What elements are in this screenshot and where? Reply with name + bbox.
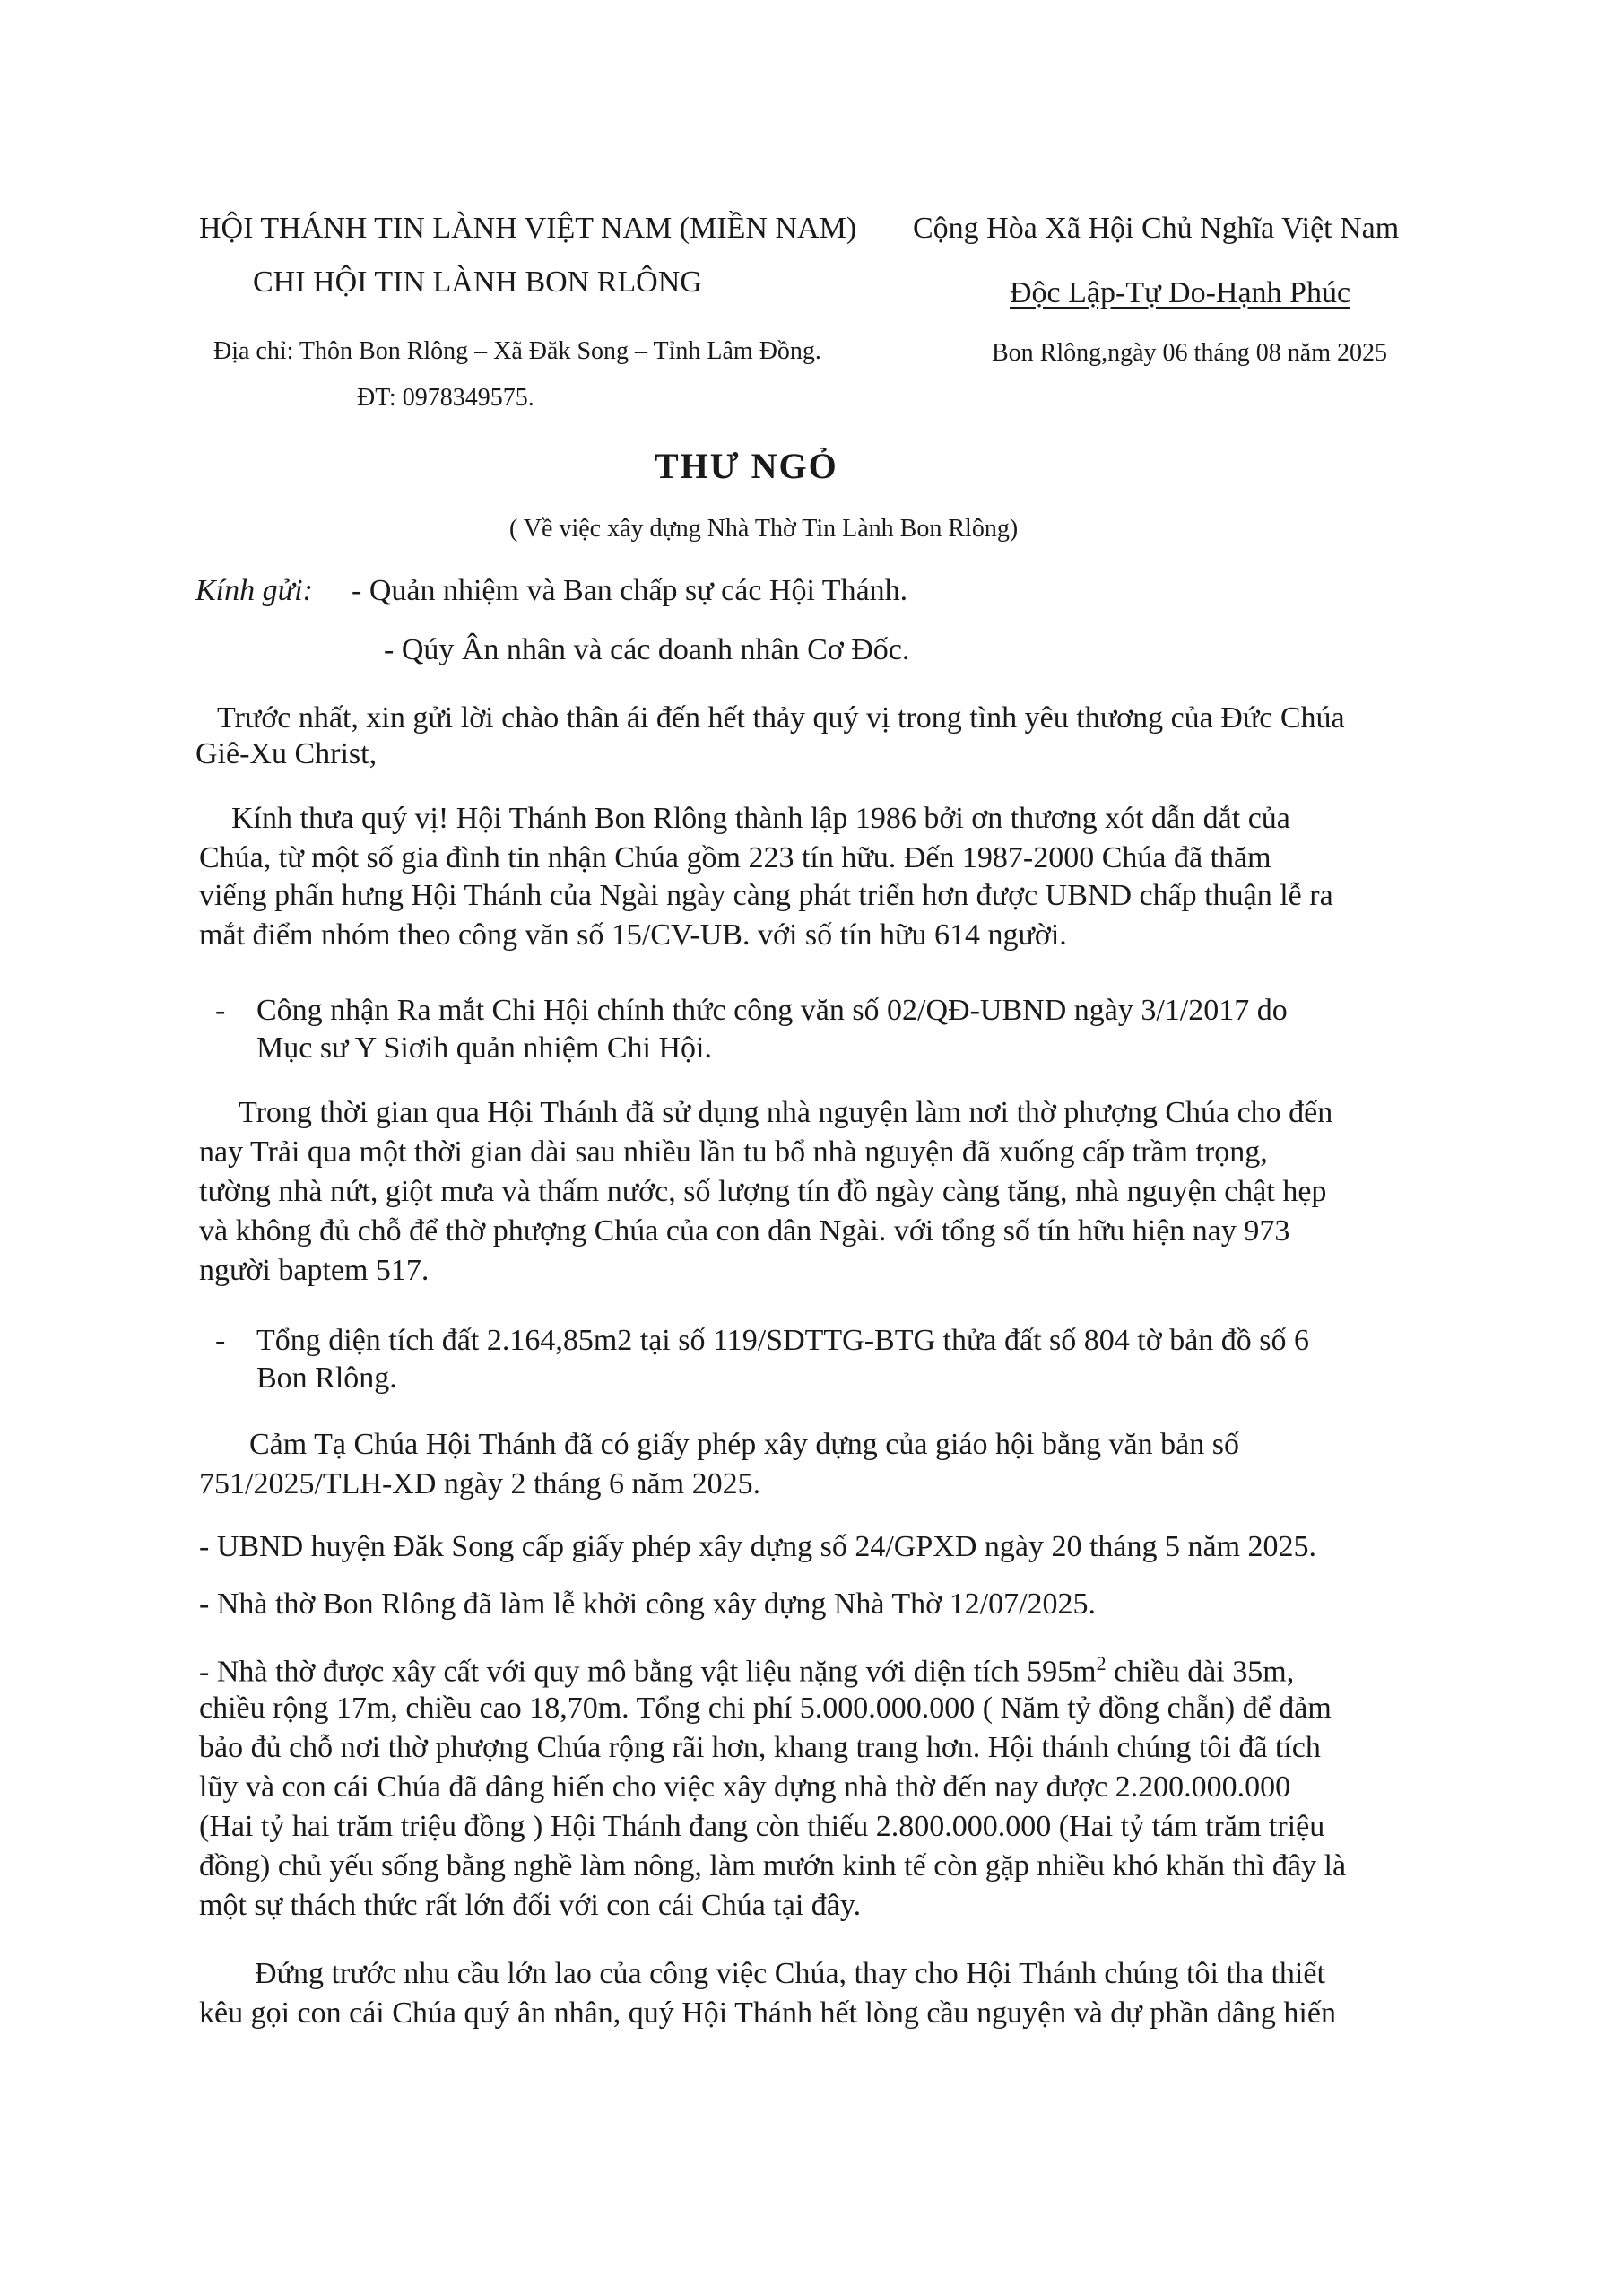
recipients-label: Kính gửi: xyxy=(195,574,313,607)
recipient-2: - Qúy Ân nhân và các doanh nhân Cơ Đốc. xyxy=(384,633,910,666)
body-line: 751/2025/TLH-XD ngày 2 tháng 6 năm 2025. xyxy=(199,1467,761,1500)
body-line: bảo đủ chỗ nơi thờ phượng Chúa rộng rãi hơn, khang trang hơn. Hội thánh chúng tôi đã tích xyxy=(199,1731,1321,1764)
body-line: mắt điểm nhóm theo công văn số 15/CV-UB. với số tín hữu 614 người. xyxy=(199,918,1067,952)
branch-name: CHI HỘI TIN LÀNH BON RLÔNG xyxy=(253,265,702,299)
nation-name: Cộng Hòa Xã Hội Chủ Nghĩa Việt Nam xyxy=(913,212,1400,245)
body-line: - Nhà thờ được xây cất với quy mô bằng vật liệu nặng với diện tích $595m^2$ chiều dài 35m, xyxy=(199,1652,1295,1689)
body-line: viếng phấn hưng Hội Thánh của Ngài ngày càng phát triển hơn được UBND chấp thuận lễ ra xyxy=(199,879,1333,912)
body-line: đồng) chủ yếu sống bằng nghề làm nông, làm mướn kinh tế còn gặp nhiều khó khăn thì đây là xyxy=(199,1849,1347,1883)
body-line: Mục sư Y Siơih quản nhiệm Chi Hội. xyxy=(256,1031,712,1065)
place-date: Bon Rlông,ngày 06 tháng 08 năm 2025 xyxy=(992,339,1387,367)
body-line: lũy và con cái Chúa đã dâng hiến cho việc xây dựng nhà thờ đến nay được 2.200.000.000 xyxy=(199,1770,1291,1804)
national-motto: Độc Lập-Tự Do-Hạnh Phúc xyxy=(1010,276,1351,309)
body-line: Công nhận Ra mắt Chi Hội chính thức công văn số 02/QĐ-UBND ngày 3/1/2017 do xyxy=(256,994,1288,1027)
body-line: Chúa, từ một số gia đình tin nhận Chúa gồm 223 tín hữu. Đến 1987-2000 Chúa đã thăm xyxy=(199,841,1271,874)
body-line: chiều rộng 17m, chiều cao 18,70m. Tổng chi phí 5.000.000.000 ( Năm tỷ đồng chẵn) để đảm xyxy=(199,1692,1332,1725)
body-line: (Hai tỷ hai trăm triệu đồng ) Hội Thánh đang còn thiếu 2.800.000.000 (Hai tỷ tám trăm triệu xyxy=(199,1810,1325,1843)
body-line: và không đủ chỗ để thờ phượng Chúa của con dân Ngài. với tổng số tín hữu hiện nay 973 xyxy=(199,1214,1290,1248)
body-line: Trong thời gian qua Hội Thánh đã sử dụng nhà nguyện làm nơi thờ phượng Chúa cho đến xyxy=(239,1096,1333,1129)
letter-subtitle: ( Về việc xây dựng Nhà Thờ Tin Lành Bon Rlông) xyxy=(509,515,1019,543)
body-line: Giê-Xu Christ, xyxy=(195,737,378,770)
body-line: Bon Rlông. xyxy=(256,1361,397,1395)
body-line: - Nhà thờ Bon Rlông đã làm lễ khởi công xây dựng Nhà Thờ 12/07/2025. xyxy=(199,1587,1097,1621)
body-line: Đứng trước nhu cầu lớn lao của công việc Chúa, thay cho Hội Thánh chúng tôi tha thiết xyxy=(255,1957,1325,1990)
body-line: người baptem 517. xyxy=(199,1254,430,1287)
body-line: tường nhà nứt, giột mưa và thấm nước, số lượng tín đồ ngày càng tăng, nhà nguyện chật hẹp xyxy=(199,1175,1327,1208)
body-line: Kính thưa quý vị! Hội Thánh Bon Rlông thành lập 1986 bởi ơn thương xót dẫn dắt của xyxy=(231,802,1290,835)
church-org-name: HỘI THÁNH TIN LÀNH VIỆT NAM (MIỀN NAM) xyxy=(199,212,857,245)
body-line: nay Trải qua một thời gian dài sau nhiều lần tu bổ nhà nguyện đã xuống cấp trầm trọng, xyxy=(199,1135,1268,1169)
address: Địa chỉ: Thôn Bon Rlông – Xã Đăk Song – Tỉnh Lâm Đồng. xyxy=(213,337,821,365)
body-line: kêu gọi con cái Chúa quý ân nhân, quý Hội Thánh hết lòng cầu nguyện và dự phần dâng hiến xyxy=(199,1996,1336,2030)
bullet-dash: - xyxy=(215,1324,226,1357)
body-line: Tổng diện tích đất 2.164,85m2 tại số 119/SDTTG-BTG thửa đất số 804 tờ bản đồ số 6 xyxy=(256,1324,1310,1357)
recipient-1: - Quản nhiệm và Ban chấp sự các Hội Thánh. xyxy=(352,574,908,607)
body-line: Trước nhất, xin gửi lời chào thân ái đến hết thảy quý vị trong tình yêu thương của Đức Chúa xyxy=(217,701,1345,735)
body-line: - UBND huyện Đăk Song cấp giấy phép xây dựng số 24/GPXD ngày 20 tháng 5 năm 2025. xyxy=(199,1530,1317,1563)
body-line: Cảm Tạ Chúa Hội Thánh đã có giấy phép xây dựng của giáo hội bằng văn bản số xyxy=(249,1428,1239,1461)
letter-title: THƯ NGỎ xyxy=(655,446,838,486)
phone: ĐT: 0978349575. xyxy=(357,384,534,412)
body-line: một sự thách thức rất lớn đối với con cái Chúa tại đây. xyxy=(199,1889,862,1922)
bullet-dash: - xyxy=(215,994,226,1027)
